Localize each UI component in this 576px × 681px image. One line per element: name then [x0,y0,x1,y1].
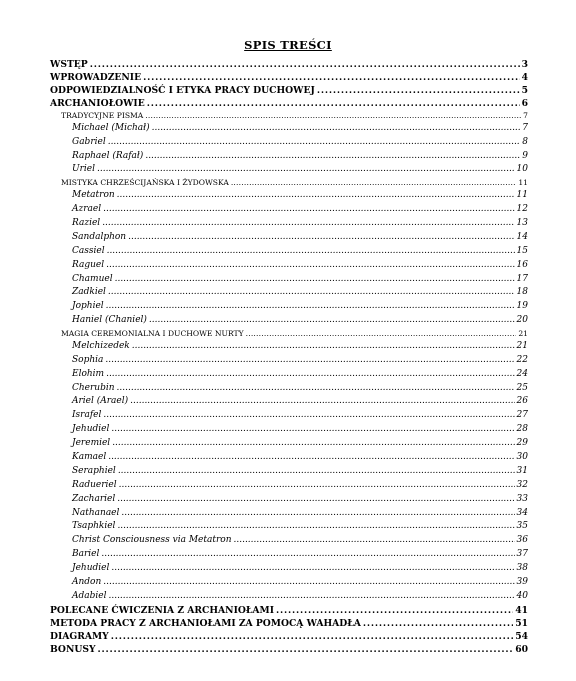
dot-leader [106,259,514,273]
toc-entry [50,423,528,437]
toc-entry-label: Uriel [72,164,95,175]
toc-entry-page: 40 [516,590,528,601]
toc-entry [50,576,528,590]
toc-entry-label: Jehudiel [72,563,110,574]
toc-entry [50,507,528,521]
toc-entry-label: DIAGRAMY [50,630,109,642]
toc-entry [50,437,528,451]
toc-entry-label: Radueriel [72,479,117,490]
dot-leader [108,286,515,300]
toc-entry [50,479,528,493]
toc-entry [50,189,528,203]
toc-entry-page: 11 [518,178,528,188]
toc-entry-page: 25 [516,382,528,393]
toc-entry [50,97,528,110]
toc-entry-page: 60 [515,643,528,655]
toc-entry-label: Cassiel [72,245,105,256]
toc-entry [50,493,528,507]
toc-entry [50,245,528,259]
toc-entry-page: 18 [516,287,528,298]
dot-leader [112,437,514,451]
toc-entry-label: Kamael [72,451,107,462]
toc-entry-label: Seraphiel [72,465,116,476]
toc-entry [50,520,528,534]
toc-entry [50,340,528,354]
toc-entry [50,562,528,576]
toc-entry-page: 14 [516,231,528,242]
dot-leader [115,273,515,287]
toc-entry-page: 7 [523,111,528,120]
dot-leader [102,217,514,231]
toc-entry-label: Bariel [72,549,100,560]
dot-leader [130,395,514,409]
toc-entry [50,150,528,164]
toc-entry [50,451,528,465]
dot-leader [101,548,514,562]
dot-leader [117,493,514,507]
toc-entry-page: 4 [521,72,528,83]
toc-entry-label: Israfel [72,410,102,421]
table-of-contents [50,58,528,656]
toc-entry-label: Elohim [72,368,105,379]
dot-leader [103,576,514,590]
dot-leader [152,122,521,136]
dot-leader [111,562,514,576]
toc-entry-page: 26 [516,396,528,407]
toc-entry-label: Ariel (Arael) [72,396,129,407]
toc-entry-page: 17 [516,273,528,284]
toc-entry-page: 33 [516,493,528,504]
toc-entry [50,259,528,273]
dot-leader [117,189,515,203]
toc-entry [50,630,528,643]
toc-entry-page: 3 [521,59,528,70]
toc-entry-label: Sandalphon [72,231,127,242]
dot-leader [107,245,515,259]
toc-entry-page: 12 [516,204,528,215]
toc-entry-label: Andon [72,577,102,587]
dot-leader [119,479,515,493]
toc-entry-label: Cherubin [72,382,115,393]
toc-entry [50,395,528,409]
dot-leader [145,150,520,164]
dot-leader [363,617,513,630]
dot-leader [97,163,515,177]
toc-entry-page: 24 [516,368,528,379]
dot-leader [117,520,514,534]
dot-leader [106,368,514,382]
toc-entry [50,354,528,368]
toc-entry-page: 54 [515,630,528,642]
toc-entry [50,368,528,382]
toc-entry-label: BONUSY [50,643,96,655]
toc-entry-label: Haniel (Chaniel) [72,315,147,326]
dot-leader [117,382,515,396]
toc-entry-page: 9 [522,150,528,161]
toc-entry [50,314,528,328]
toc-entry-page: 19 [516,301,528,312]
toc-entry-page: 16 [516,259,528,270]
toc-entry [50,231,528,245]
toc-entry-label: Melchizedek [72,340,130,351]
toc-entry-label: Sophia [72,354,104,365]
toc-entry [50,217,528,231]
dot-leader [145,110,521,122]
toc-entry-page: 11 [516,190,528,201]
toc-entry-page: 38 [516,563,528,574]
toc-entry-label: MAGIA CEREMONIALNA I DUCHOWE NURTY [61,329,244,339]
toc-entry [50,286,528,300]
toc-entry [50,534,528,548]
toc-entry-page: 35 [516,521,528,532]
toc-entry-label: POLECANE ĆWICZENIA Z ARCHANIOŁAMI [50,604,274,616]
toc-entry-label: ARCHANIOŁOWIE [50,98,145,109]
toc-entry-label: METODA PRACY Z ARCHANIOŁAMI ZA POMOCĄ WAHADŁA [50,617,361,629]
dot-leader [246,328,517,340]
dot-leader [147,97,520,110]
toc-entry [50,382,528,396]
toc-entry-label: Raziel [72,217,101,228]
toc-entry-page: 39 [516,577,528,587]
dot-leader [105,354,514,368]
toc-entry-page: 31 [516,465,528,476]
toc-title: SPIS TREŚCI [244,38,332,52]
toc-entry-label: Gabriel [72,136,106,147]
toc-entry [50,465,528,479]
dot-leader [231,177,517,189]
toc-entry [50,604,528,617]
toc-entry-label: WPROWADZENIE [50,72,142,83]
toc-entry-label: Nathanael [72,507,120,518]
dot-leader [149,314,515,328]
dot-leader [111,630,513,643]
dot-leader [317,84,520,97]
dot-leader [108,136,521,150]
toc-entry [50,84,528,97]
toc-entry [50,177,528,189]
dot-leader [128,231,514,245]
toc-entry [50,548,528,562]
toc-entry-page: 27 [516,410,528,421]
dot-leader [234,534,515,548]
dot-leader [103,203,514,217]
toc-entry-page: 21 [516,340,528,351]
toc-entry-page: 21 [518,329,528,339]
toc-entry-label: TRADYCYJNE PISMA [61,111,144,120]
toc-entry [50,409,528,423]
toc-entry-page: 34 [516,507,528,518]
toc-entry-label: Tsaphkiel [72,521,116,532]
toc-entry-page: 37 [516,549,528,560]
toc-entry-page: 51 [515,617,528,629]
toc-entry-page: 10 [516,164,528,175]
toc-entry-page: 13 [516,217,528,228]
dot-leader [111,423,514,437]
toc-entry-label: Metatron [72,190,115,201]
toc-entry-label: Chamuel [72,273,113,284]
toc-entry-label: MISTYKA CHRZEŚCIJAŃSKA I ŻYDOWSKA [61,178,229,188]
toc-entry [50,273,528,287]
dot-leader [103,409,514,423]
toc-entry-page: 41 [515,604,528,616]
dot-leader [276,604,513,617]
toc-entry-label: Zadkiel [72,287,106,298]
toc-entry-label: Zachariel [72,493,116,504]
toc-entry [50,590,528,604]
toc-entry-page: 8 [522,136,528,147]
toc-entry-page: 15 [516,245,528,256]
toc-entry [50,122,528,136]
toc-entry [50,203,528,217]
dot-leader [108,590,514,604]
toc-entry-label: Raguel [72,259,105,270]
toc-entry [50,58,528,71]
toc-entry-page: 32 [516,479,528,490]
toc-entry [50,300,528,314]
toc-entry-label: Christ Consciousness via Metatron [72,535,232,546]
dot-leader [143,71,519,84]
dot-leader [108,451,514,465]
toc-entry-label: Jehudiel [72,424,110,435]
toc-entry [50,163,528,177]
toc-entry-label: Jophiel [72,301,104,312]
toc-entry [50,643,528,656]
dot-leader [90,58,520,71]
toc-entry-page: 6 [521,98,528,109]
toc-entry-label: WSTĘP [50,59,88,70]
dot-leader [98,643,514,656]
dot-leader [106,300,515,314]
dot-leader [132,340,515,354]
dot-leader [118,465,515,479]
toc-entry-label: Jeremiel [72,438,111,449]
toc-entry-page: 29 [516,438,528,449]
toc-entry-page: 30 [516,451,528,462]
toc-entry [50,136,528,150]
toc-entry-label: Azrael [72,204,102,215]
toc-entry-page: 22 [516,354,528,365]
toc-entry-page: 20 [516,315,528,326]
toc-entry-page: 5 [521,85,528,96]
dot-leader [121,507,514,521]
toc-entry [50,110,528,122]
toc-entry-label: ODPOWIEDZIALNOŚĆ I ETYKA PRACY DUCHOWEJ [50,85,315,96]
toc-entry [50,71,528,84]
toc-entry [50,328,528,340]
toc-entry-page: 36 [516,535,528,546]
toc-entry-label: Raphael (Rafał) [72,150,144,161]
toc-entry-page: 28 [516,424,528,435]
toc-entry [50,617,528,630]
toc-entry-page: 7 [522,122,528,133]
toc-entry-label: Michael (Michał) [72,122,150,133]
toc-entry-label: Adabiel [72,590,107,601]
